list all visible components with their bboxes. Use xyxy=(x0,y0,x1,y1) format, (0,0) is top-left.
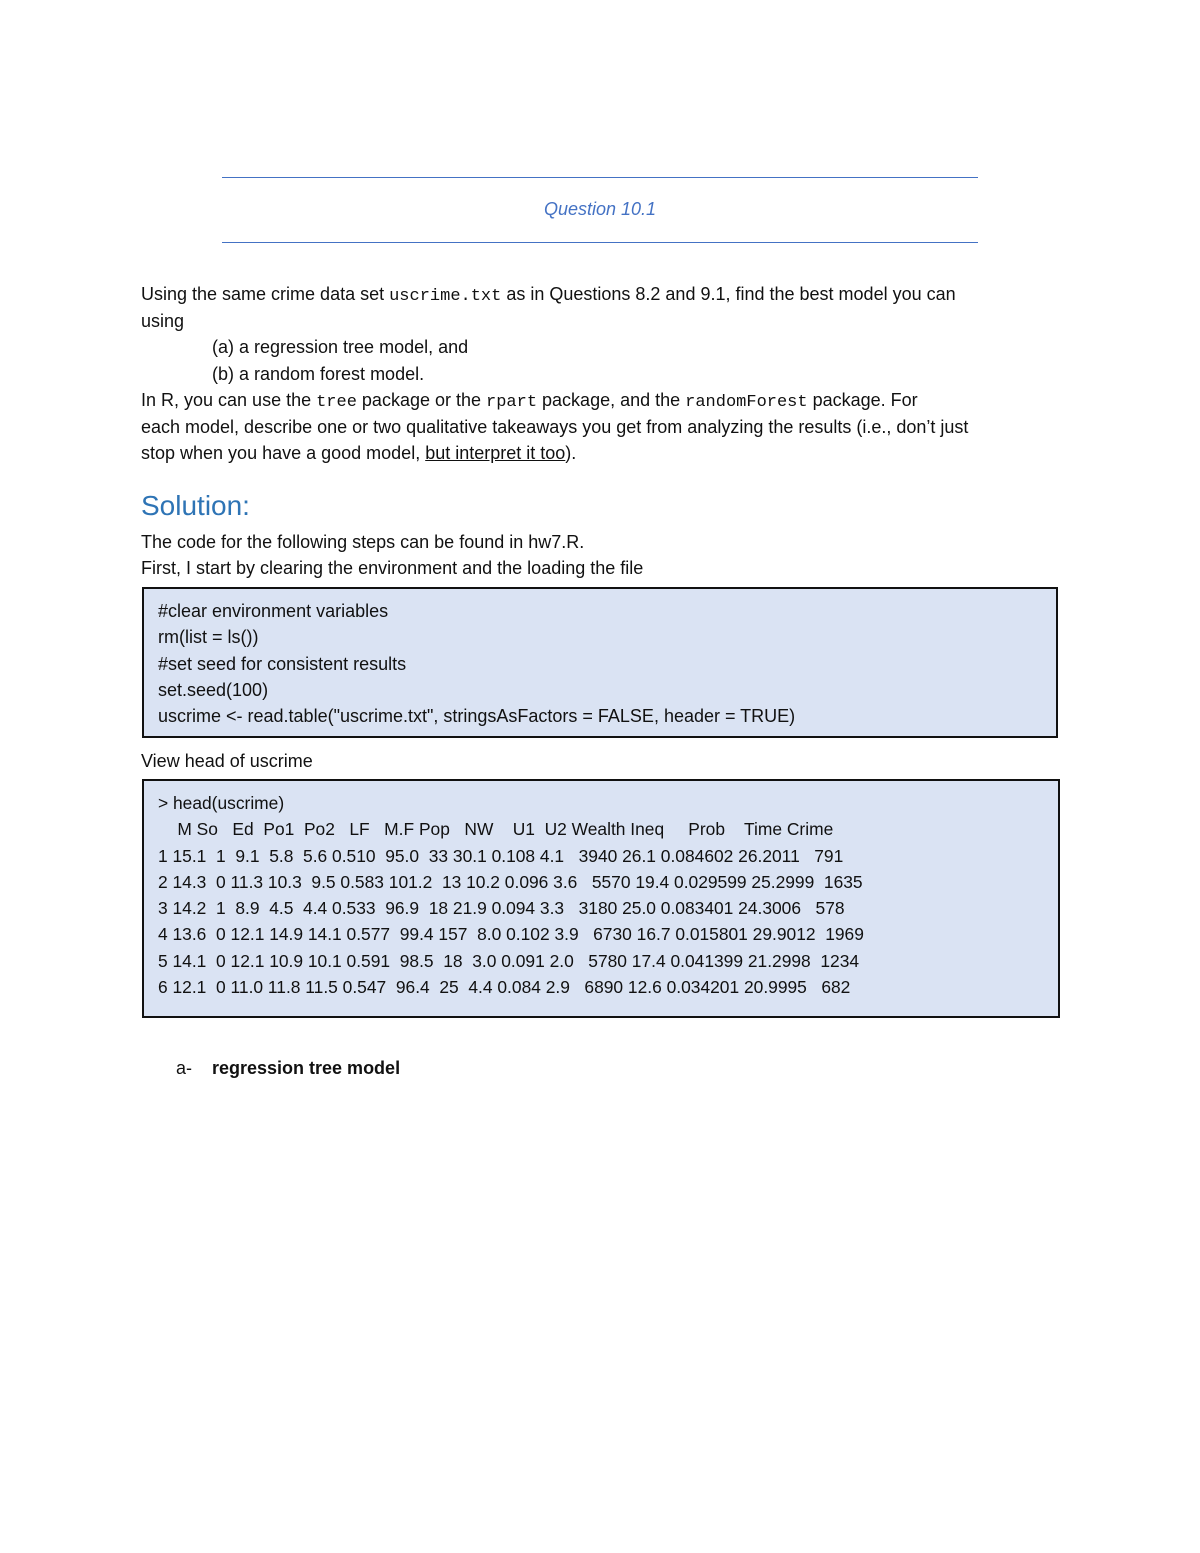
code-line: uscrime <- read.table("uscrime.txt", stringsAsFactors = FALSE, header = TRUE) xyxy=(158,706,796,727)
output-block xyxy=(142,779,1060,1018)
prompt-text: package or the xyxy=(356,390,487,410)
list-item-text: regression tree model xyxy=(212,1058,401,1078)
output-row: 1 15.1 1 9.1 5.8 5.6 0.510 95.0 33 30.1 0.108 4.1 3940 26.1 0.084602 26.2011 791 xyxy=(158,845,844,866)
question-title: Question 10.1 xyxy=(543,199,657,219)
bottom-divider xyxy=(222,242,978,243)
prompt-item-a: (a) a regression tree model, and xyxy=(212,337,469,357)
list-item-a xyxy=(176,1058,400,1079)
code-tree: tree xyxy=(316,393,357,412)
prompt-text: as in Questions 8.2 and 9.1, find the best model you can xyxy=(501,284,956,304)
code-filename: uscrime.txt xyxy=(389,287,502,306)
prompt-line-4: each model, describe one or two qualitative takeaways you get from analyzing the results (i.e., don’t just xyxy=(141,417,969,437)
solution-intro-1: The code for the following steps can be found in hw7.R. xyxy=(141,532,585,552)
code-line: rm(list = ls()) xyxy=(158,627,259,648)
output-row: 6 12.1 0 11.0 11.8 11.5 0.547 96.4 25 4.4 0.084 2.9 6890 12.6 0.034201 20.9995 682 xyxy=(158,977,851,998)
code-randomforest: randomForest xyxy=(685,393,808,412)
prompt-line-3 xyxy=(141,387,918,416)
output-row: 4 13.6 0 12.1 14.9 14.1 0.577 99.4 157 8.0 0.102 3.9 6730 16.7 0.015801 29.9012 1969 xyxy=(158,924,864,945)
solution-intro-2: First, I start by clearing the environment and the loading the file xyxy=(141,558,644,578)
output-row: 5 14.1 0 12.1 10.9 10.1 0.591 98.5 18 3.0 0.091 2.0 5780 17.4 0.041399 21.2998 1234 xyxy=(158,950,860,971)
code-line: #set seed for consistent results xyxy=(158,653,407,674)
list-marker: a- xyxy=(176,1058,193,1078)
code-rpart: rpart xyxy=(486,393,538,412)
output-row: 3 14.2 1 8.9 4.5 4.4 0.533 96.9 18 21.9 0.094 3.3 3180 25.0 0.083401 24.3006 578 xyxy=(158,898,845,919)
output-line: > head(uscrime) xyxy=(158,793,285,813)
view-head-label: View head of uscrime xyxy=(141,751,313,771)
solution-heading: Solution: xyxy=(141,490,250,521)
prompt-line-5 xyxy=(141,440,576,466)
prompt-text: ). xyxy=(565,443,577,463)
output-header-row: M So Ed Po1 Po2 LF M.F Pop NW U1 U2 Wealth Ineq Prob Time Crime xyxy=(158,819,834,840)
output-row: 2 14.3 0 11.3 10.3 9.5 0.583 101.2 13 10.2 0.096 3.6 5570 19.4 0.029599 25.2999 1635 xyxy=(158,871,863,892)
prompt-line-1 xyxy=(141,281,956,310)
prompt-text: package, and the xyxy=(537,390,686,410)
prompt-text: stop when you have a good model, xyxy=(141,443,426,463)
prompt-line-2: using xyxy=(141,311,185,331)
underlined-text: but interpret it too xyxy=(425,443,566,463)
prompt-text: In R, you can use the xyxy=(141,390,317,410)
code-block xyxy=(142,587,1058,738)
code-line: #clear environment variables xyxy=(158,601,389,621)
prompt-text: Using the same crime data set xyxy=(141,284,390,304)
prompt-item-b: (b) a random forest model. xyxy=(212,364,425,384)
top-divider xyxy=(222,177,978,178)
prompt-text: package. For xyxy=(807,390,918,410)
code-line: set.seed(100) xyxy=(158,679,269,700)
